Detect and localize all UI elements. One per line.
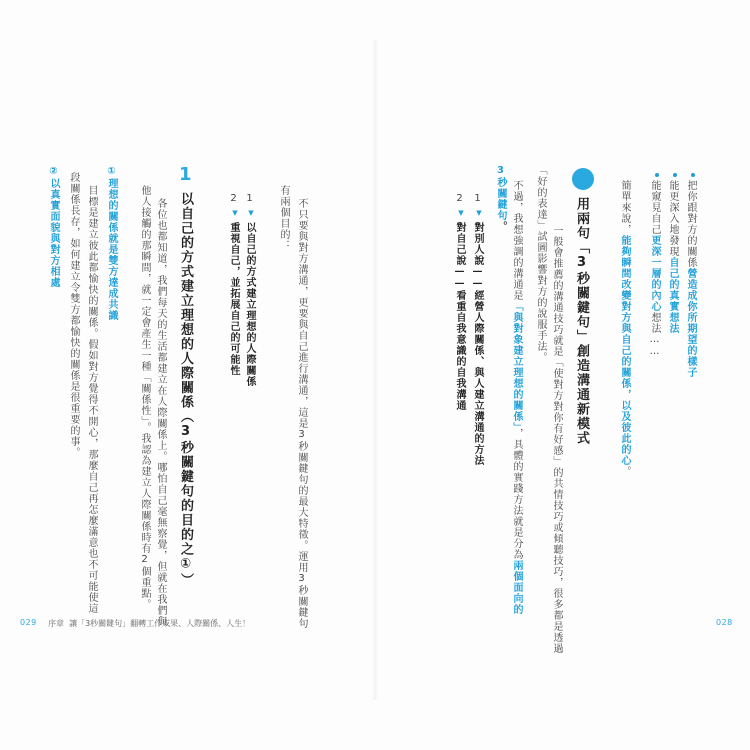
goal-1-number: 1 bbox=[244, 193, 255, 205]
page-number-right: 028 bbox=[716, 618, 733, 627]
triangle-icon: ▼ bbox=[475, 209, 483, 218]
paragraph-line: 3秒關鍵句。 bbox=[495, 165, 506, 232]
goal-1-text: 以自己的方式建立理想的人際關係 bbox=[244, 222, 255, 387]
page-gutter bbox=[372, 40, 378, 700]
item-1-number: 1 bbox=[472, 193, 483, 205]
paragraph-line: 有兩個目的： bbox=[278, 185, 289, 251]
paragraph-line: 不只要與對方溝通，更要與自己進行溝通，這是3秒關鍵句的最大特徵。運用3秒關鍵句 bbox=[296, 198, 307, 629]
running-footer: 序章 讓「3秒關鍵句」翻轉工作成果、人際關係、人生！ bbox=[48, 619, 251, 628]
paragraph-line: 他人接觸的那瞬間，就一定會產生一種「關係性」。我認為建立人際關係時有2個重點。 bbox=[139, 185, 150, 610]
paragraph-line: 「好的表達」試圖影響對方的說服手法。 bbox=[535, 165, 546, 363]
paragraph-line: 目標是建立彼此都愉快的關係。假如對方覺得不開心，那麼自己再怎麼滿意也不可能使這 bbox=[86, 185, 97, 614]
section-heading: 以自己的方式建立理想的人際關係（3秒關鍵句的目的之①） bbox=[178, 192, 193, 588]
heading-circle-icon bbox=[572, 168, 594, 190]
section-heading: 用兩句「3秒關鍵句」創造溝通新模式 bbox=[574, 197, 589, 446]
triangle-icon: ▼ bbox=[457, 209, 465, 218]
item-2-text: 對自己說——看重自我意識的自我溝通 bbox=[454, 222, 465, 411]
triangle-icon: ▼ bbox=[231, 209, 239, 218]
bullet-item-2: 能更深入地發現自己的真實想法 bbox=[667, 180, 678, 334]
bullet-dot bbox=[655, 173, 659, 177]
goal-2-text: 重視自己，並拓展自己的可能性 bbox=[228, 222, 239, 376]
page-number-left: 029 bbox=[20, 618, 37, 627]
bullet-item-3: 能窺見自己更深一層的內心想法…… bbox=[649, 180, 660, 358]
bullet-dot bbox=[673, 173, 677, 177]
triangle-icon: ▼ bbox=[247, 209, 255, 218]
item-2-number: 2 bbox=[454, 193, 465, 205]
point-2-heading: ②以真實面貌與對方相處 bbox=[48, 166, 59, 288]
goal-2-number: 2 bbox=[228, 193, 239, 205]
bullet-item-1: 把你跟對方的關係營造成你所期望的樣子 bbox=[685, 180, 696, 378]
paragraph-line: 一般會推薦的溝通技巧就是「使對方對你有好感」的共情技巧或傾聽技巧，很多都是透過 bbox=[551, 225, 562, 654]
point-1-heading: ①理想的關係就是雙方達成共識 bbox=[106, 166, 117, 321]
section-number: 1 bbox=[179, 164, 192, 185]
bullet-dot bbox=[691, 173, 695, 177]
paragraph-line: 不過，我想強調的溝通是「與對象建立理想的關係」，具體的實踐方法就是分為兩個面向的 bbox=[511, 180, 522, 615]
paragraph-line: 各位也都知道，我們每天的生活都建立在人際關係上。哪怕自己毫無察覺，但就在我們與 bbox=[155, 198, 166, 627]
item-1-text: 對別人說——經營人際關係、與人建立溝通的方法 bbox=[472, 222, 483, 466]
summary-line: 簡單來說，能夠瞬間改變對方與自己的關係，以及彼此的心。 bbox=[619, 180, 630, 477]
paragraph-line: 段關係長存，如何建立令雙方都愉快的關係是很重要的事。 bbox=[68, 172, 79, 458]
